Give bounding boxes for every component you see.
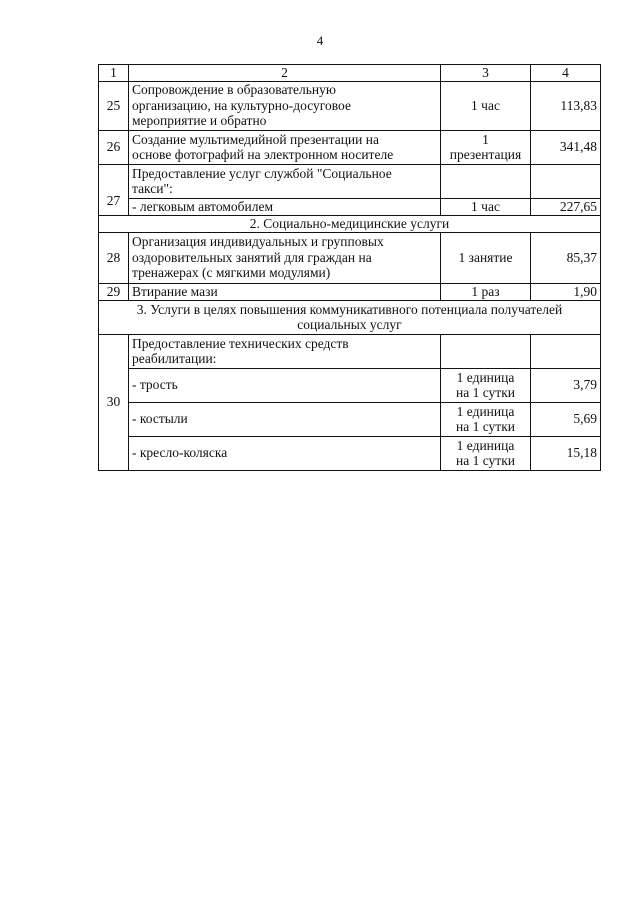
service-unit-line: 1 занятие [458,249,513,265]
row-number: 29 [99,283,129,300]
service-unit-line: 1 час [471,97,500,113]
service-name [129,232,441,283]
service-unit-line: на 1 сутки [456,453,515,468]
service-name-line: Сопровождение в образовательную [132,82,336,98]
service-name-line: тренажерах (с мягкими модулями) [132,265,331,281]
section-row [99,300,601,334]
table-row [99,198,601,215]
service-subitem-name: - костыли [129,402,441,436]
service-unit-empty [441,334,531,368]
service-price-empty [531,334,601,368]
service-name-line: Организация индивидуальных и групповых [132,234,384,250]
service-name-line: Предоставление услуг службой "Социальное [132,165,392,181]
section-row [99,215,601,232]
table-row [99,334,601,368]
service-price: 85,37 [531,232,601,283]
service-price-empty [531,164,601,198]
row-number: 30 [99,334,129,470]
service-subitem-name: - кресло-коляска [129,436,441,470]
service-name-line: такси": [132,181,173,196]
service-unit-line: 1 единица [456,369,515,385]
service-unit [441,81,531,130]
service-unit [441,232,531,283]
service-unit [441,402,531,436]
row-number: 27 [99,164,129,215]
service-unit [441,436,531,470]
service-price: 1,90 [531,283,601,300]
section-title: 2. Социально-медицинские услуги [99,215,601,232]
section-title [99,300,601,334]
service-unit [441,283,531,300]
service-unit-line: 1 единица [456,437,515,453]
header-col-4: 4 [531,65,601,82]
service-unit [441,130,531,164]
table-row [99,283,601,300]
row-number: 26 [99,130,129,164]
service-price: 5,69 [531,402,601,436]
table-row [99,436,601,470]
table-row [99,81,601,130]
section-title-line: 3. Услуги в целях повышения коммуникативного потенциала получателей [136,301,563,317]
page-number: 4 [316,33,324,48]
service-name-line: Втирание мази [132,283,218,299]
service-price: 15,18 [531,436,601,470]
table-header-row [99,65,601,82]
service-price: 3,79 [531,368,601,402]
header-col-3: 3 [441,65,531,82]
service-price: 341,48 [531,130,601,164]
service-unit-line: презентация [449,147,522,162]
row-number: 28 [99,232,129,283]
service-unit: 1 час [441,198,531,215]
service-name [129,283,441,300]
service-unit-line: 1 [482,131,489,147]
service-name [129,164,441,198]
service-unit-line: 1 единица [456,403,515,419]
service-price: 227,65 [531,198,601,215]
service-name-line: Предоставление технических средств [132,335,349,351]
table-row [99,130,601,164]
service-unit [441,368,531,402]
service-price: 113,83 [531,81,601,130]
service-unit-line: 1 раз [471,283,500,299]
row-number: 25 [99,81,129,130]
service-name-line: Создание мультимедийной презентации на [132,131,379,147]
header-col-2: 2 [129,65,441,82]
service-name [129,130,441,164]
header-col-1: 1 [99,65,129,82]
service-unit-line: на 1 сутки [456,385,515,400]
service-name [129,334,441,368]
services-price-table [98,64,601,471]
section-title-line: социальных услуг [297,317,402,332]
service-name-line: организацию, на культурно-досуговое [132,97,351,113]
table-row [99,368,601,402]
service-unit-line: на 1 сутки [456,419,515,434]
service-name-line: мероприятие и обратно [132,113,267,129]
service-subitem-name: - легковым автомобилем [129,198,441,215]
service-unit-empty [441,164,531,198]
service-name-line: оздоровительных занятий для граждан на [132,249,372,265]
table-row [99,232,601,283]
table-row [99,164,601,198]
service-name [129,81,441,130]
service-subitem-name: - трость [129,368,441,402]
table-row [99,402,601,436]
service-name-line: основе фотографий на электронном носителе [132,147,394,162]
service-name-line: реабилитации: [132,351,217,366]
